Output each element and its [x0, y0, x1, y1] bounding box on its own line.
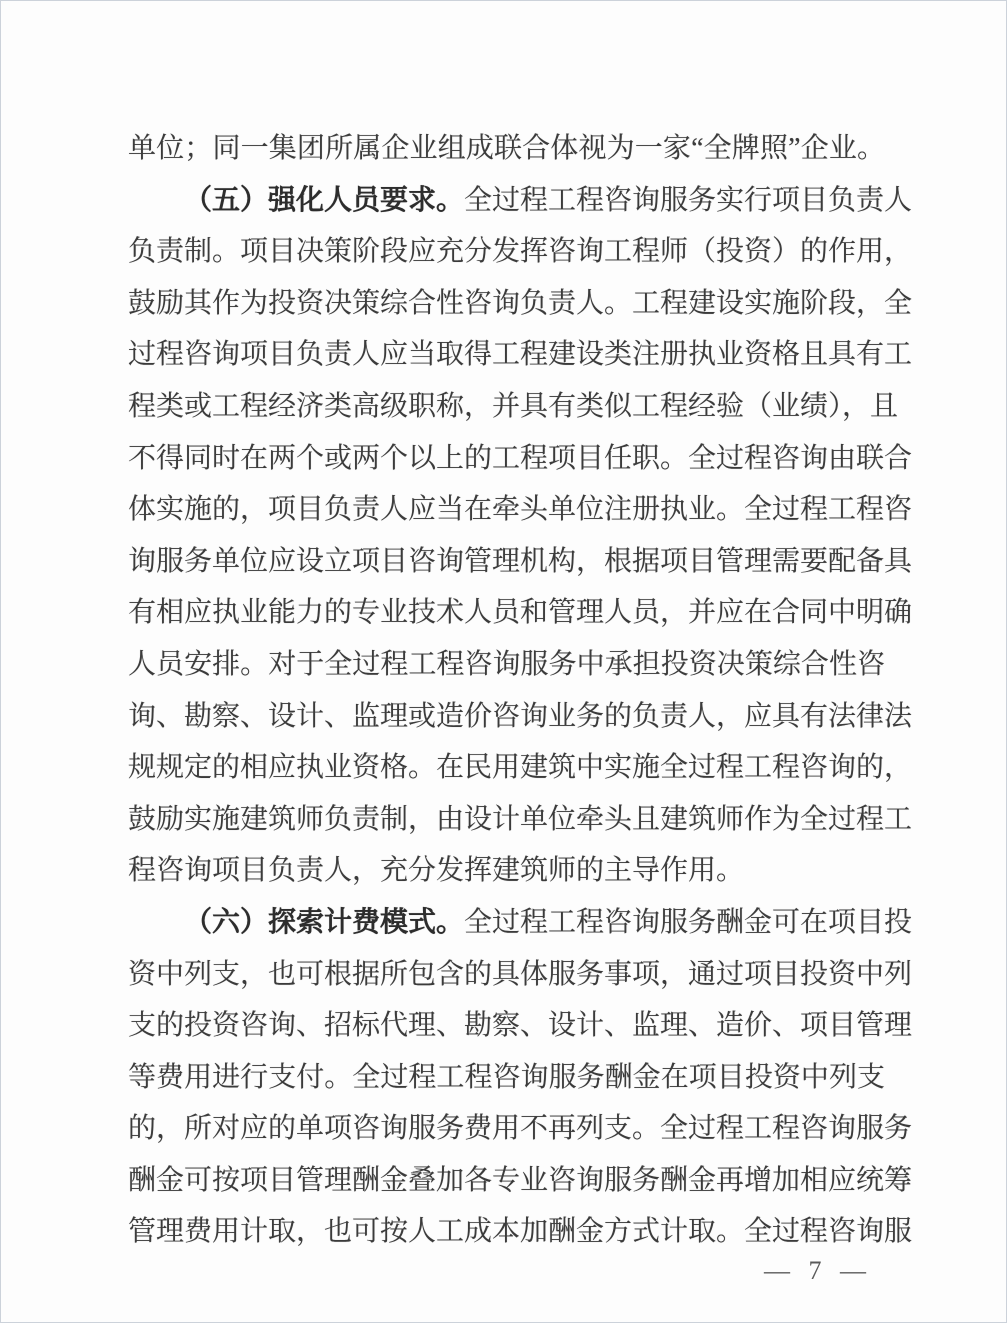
text-line: 单位；同一集团所属企业组成联合体视为一家“全牌照”企业。 — [128, 133, 885, 164]
text-line: 酬金可按项目管理酬金叠加各专业咨询服务酬金再增加相应统筹 — [128, 1164, 913, 1196]
text-line: 鼓励其作为投资决策综合性咨询负责人。工程建设实施阶段，全 — [128, 287, 913, 319]
text-line: 程类或工程经济类高级职称，并具有类似工程经验（业绩），且 — [128, 390, 899, 422]
text-line: 鼓励实施建筑师负责制，由设计单位牵头且建筑师作为全过程工 — [128, 803, 913, 835]
text-line: 规规定的相应执业资格。在民用建筑中实施全过程工程咨询的， — [128, 752, 913, 784]
text-line: 管理费用计取，也可按人工成本加酬金方式计取。全过程咨询服 — [128, 1216, 913, 1248]
text-line: 询服务单位应设立项目咨询管理机构，根据项目管理需要配备具 — [128, 545, 913, 577]
text-line: 体实施的，项目负责人应当在牵头单位注册执业。全过程工程咨 — [128, 494, 913, 526]
text-line: 资中列支，也可根据所包含的具体服务事项，通过项目投资中列 — [128, 958, 913, 990]
text-line: 负责制。项目决策阶段应充分发挥咨询工程师（投资）的作用， — [128, 236, 913, 268]
text-line: 不得同时在两个或两个以上的工程项目任职。全过程咨询由联合 — [128, 442, 913, 474]
page-number: — 7 — — [764, 1256, 872, 1285]
document-body — [128, 123, 913, 1258]
page-footer — [1, 1256, 1006, 1286]
text-line: （五）强化人员要求。全过程工程咨询服务实行项目负责人 — [184, 184, 913, 216]
text-line: 支的投资咨询、招标代理、勘察、设计、监理、造价、项目管理 — [128, 1010, 913, 1042]
text-line: 有相应执业能力的专业技术人员和管理人员，并应在合同中明确 — [128, 597, 913, 629]
text-line: 程咨询项目负责人，充分发挥建筑师的主导作用。 — [128, 855, 745, 887]
section-heading: （六）探索计费模式。 — [184, 906, 465, 938]
section-heading: （五）强化人员要求。 — [184, 184, 465, 216]
text-line: 等费用进行支付。全过程工程咨询服务酬金在项目投资中列支 — [128, 1061, 885, 1093]
text-line: 人员安排。对于全过程工程咨询服务中承担投资决策综合性咨 — [128, 648, 885, 680]
text-line: 的，所对应的单项咨询服务费用不再列支。全过程工程咨询服务 — [128, 1113, 913, 1145]
text-line: （六）探索计费模式。全过程工程咨询服务酬金可在项目投 — [184, 906, 913, 938]
text-line: 询、勘察、设计、监理或造价咨询业务的负责人，应具有法律法 — [128, 700, 913, 732]
text-line: 过程咨询项目负责人应当取得工程建设类注册执业资格且具有工 — [128, 339, 913, 371]
